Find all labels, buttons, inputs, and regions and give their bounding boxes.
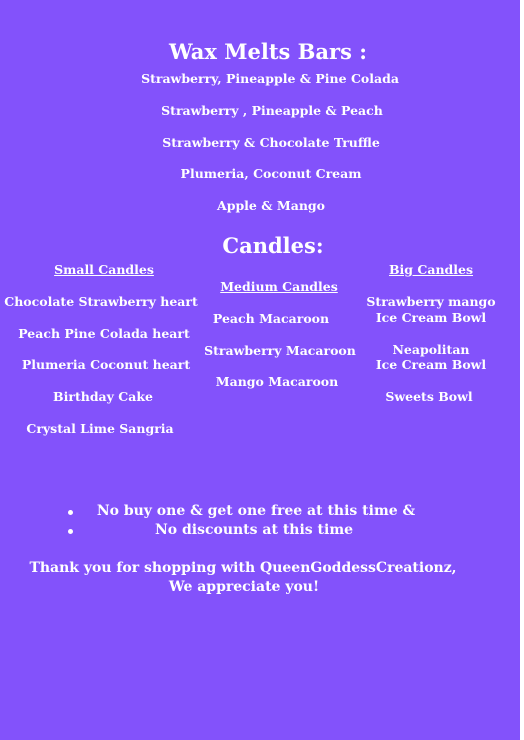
- bullet-icon: [68, 510, 73, 515]
- medium-candles-title-text: Medium Candles: [220, 279, 338, 294]
- wax-melt-item: Strawberry & Chocolate Truffle: [162, 135, 380, 150]
- wax-melt-item: Apple & Mango: [217, 198, 325, 213]
- big-candles-title: Big Candles: [388, 262, 474, 277]
- note-item: [0, 503, 524, 522]
- thanks-line: Thank you for shopping with QueenGoddessCreationz,: [29, 560, 457, 576]
- big-candle-item: Strawberry mango: [366, 294, 496, 309]
- note-item: [0, 522, 524, 541]
- big-candle-item: Ice Cream Bowl: [375, 310, 487, 325]
- candles-heading: Candles:: [222, 233, 324, 258]
- small-candle-item: Birthday Cake: [53, 389, 153, 404]
- medium-candles-title: [212, 279, 338, 294]
- medium-candle-item: Mango Macaroon: [215, 374, 339, 389]
- medium-candle-item: Peach Macaroon: [212, 311, 330, 326]
- note-text: No discounts at this time: [154, 522, 354, 538]
- medium-candle-item: Strawberry Macaroon: [204, 343, 356, 358]
- page-right-edge: [520, 0, 524, 740]
- small-candle-item: Plumeria Coconut heart: [21, 357, 191, 372]
- wax-melt-item: Strawberry, Pineapple & Pine Colada: [141, 71, 399, 86]
- big-candle-item: Ice Cream Bowl: [375, 357, 487, 372]
- note-text: No buy one & get one free at this time &: [96, 503, 416, 519]
- big-candle-item: Sweets Bowl: [385, 389, 473, 404]
- small-candle-item: Crystal Lime Sangria: [26, 421, 174, 436]
- small-candles-title: Small Candles: [54, 262, 154, 277]
- wax-melts-heading: Wax Melts Bars :: [169, 39, 367, 64]
- bullet-icon: [68, 529, 73, 534]
- small-candle-item: Chocolate Strawberry heart: [4, 294, 198, 309]
- thanks-line: We appreciate you!: [168, 579, 320, 595]
- notes-list: [0, 503, 524, 541]
- wax-melt-item: Strawberry , Pineapple & Peach: [161, 103, 383, 118]
- wax-melt-item: Plumeria, Coconut Cream: [180, 166, 362, 181]
- big-candle-item: Neapolitan: [392, 342, 470, 357]
- small-candle-item: Peach Pine Colada heart: [18, 326, 190, 341]
